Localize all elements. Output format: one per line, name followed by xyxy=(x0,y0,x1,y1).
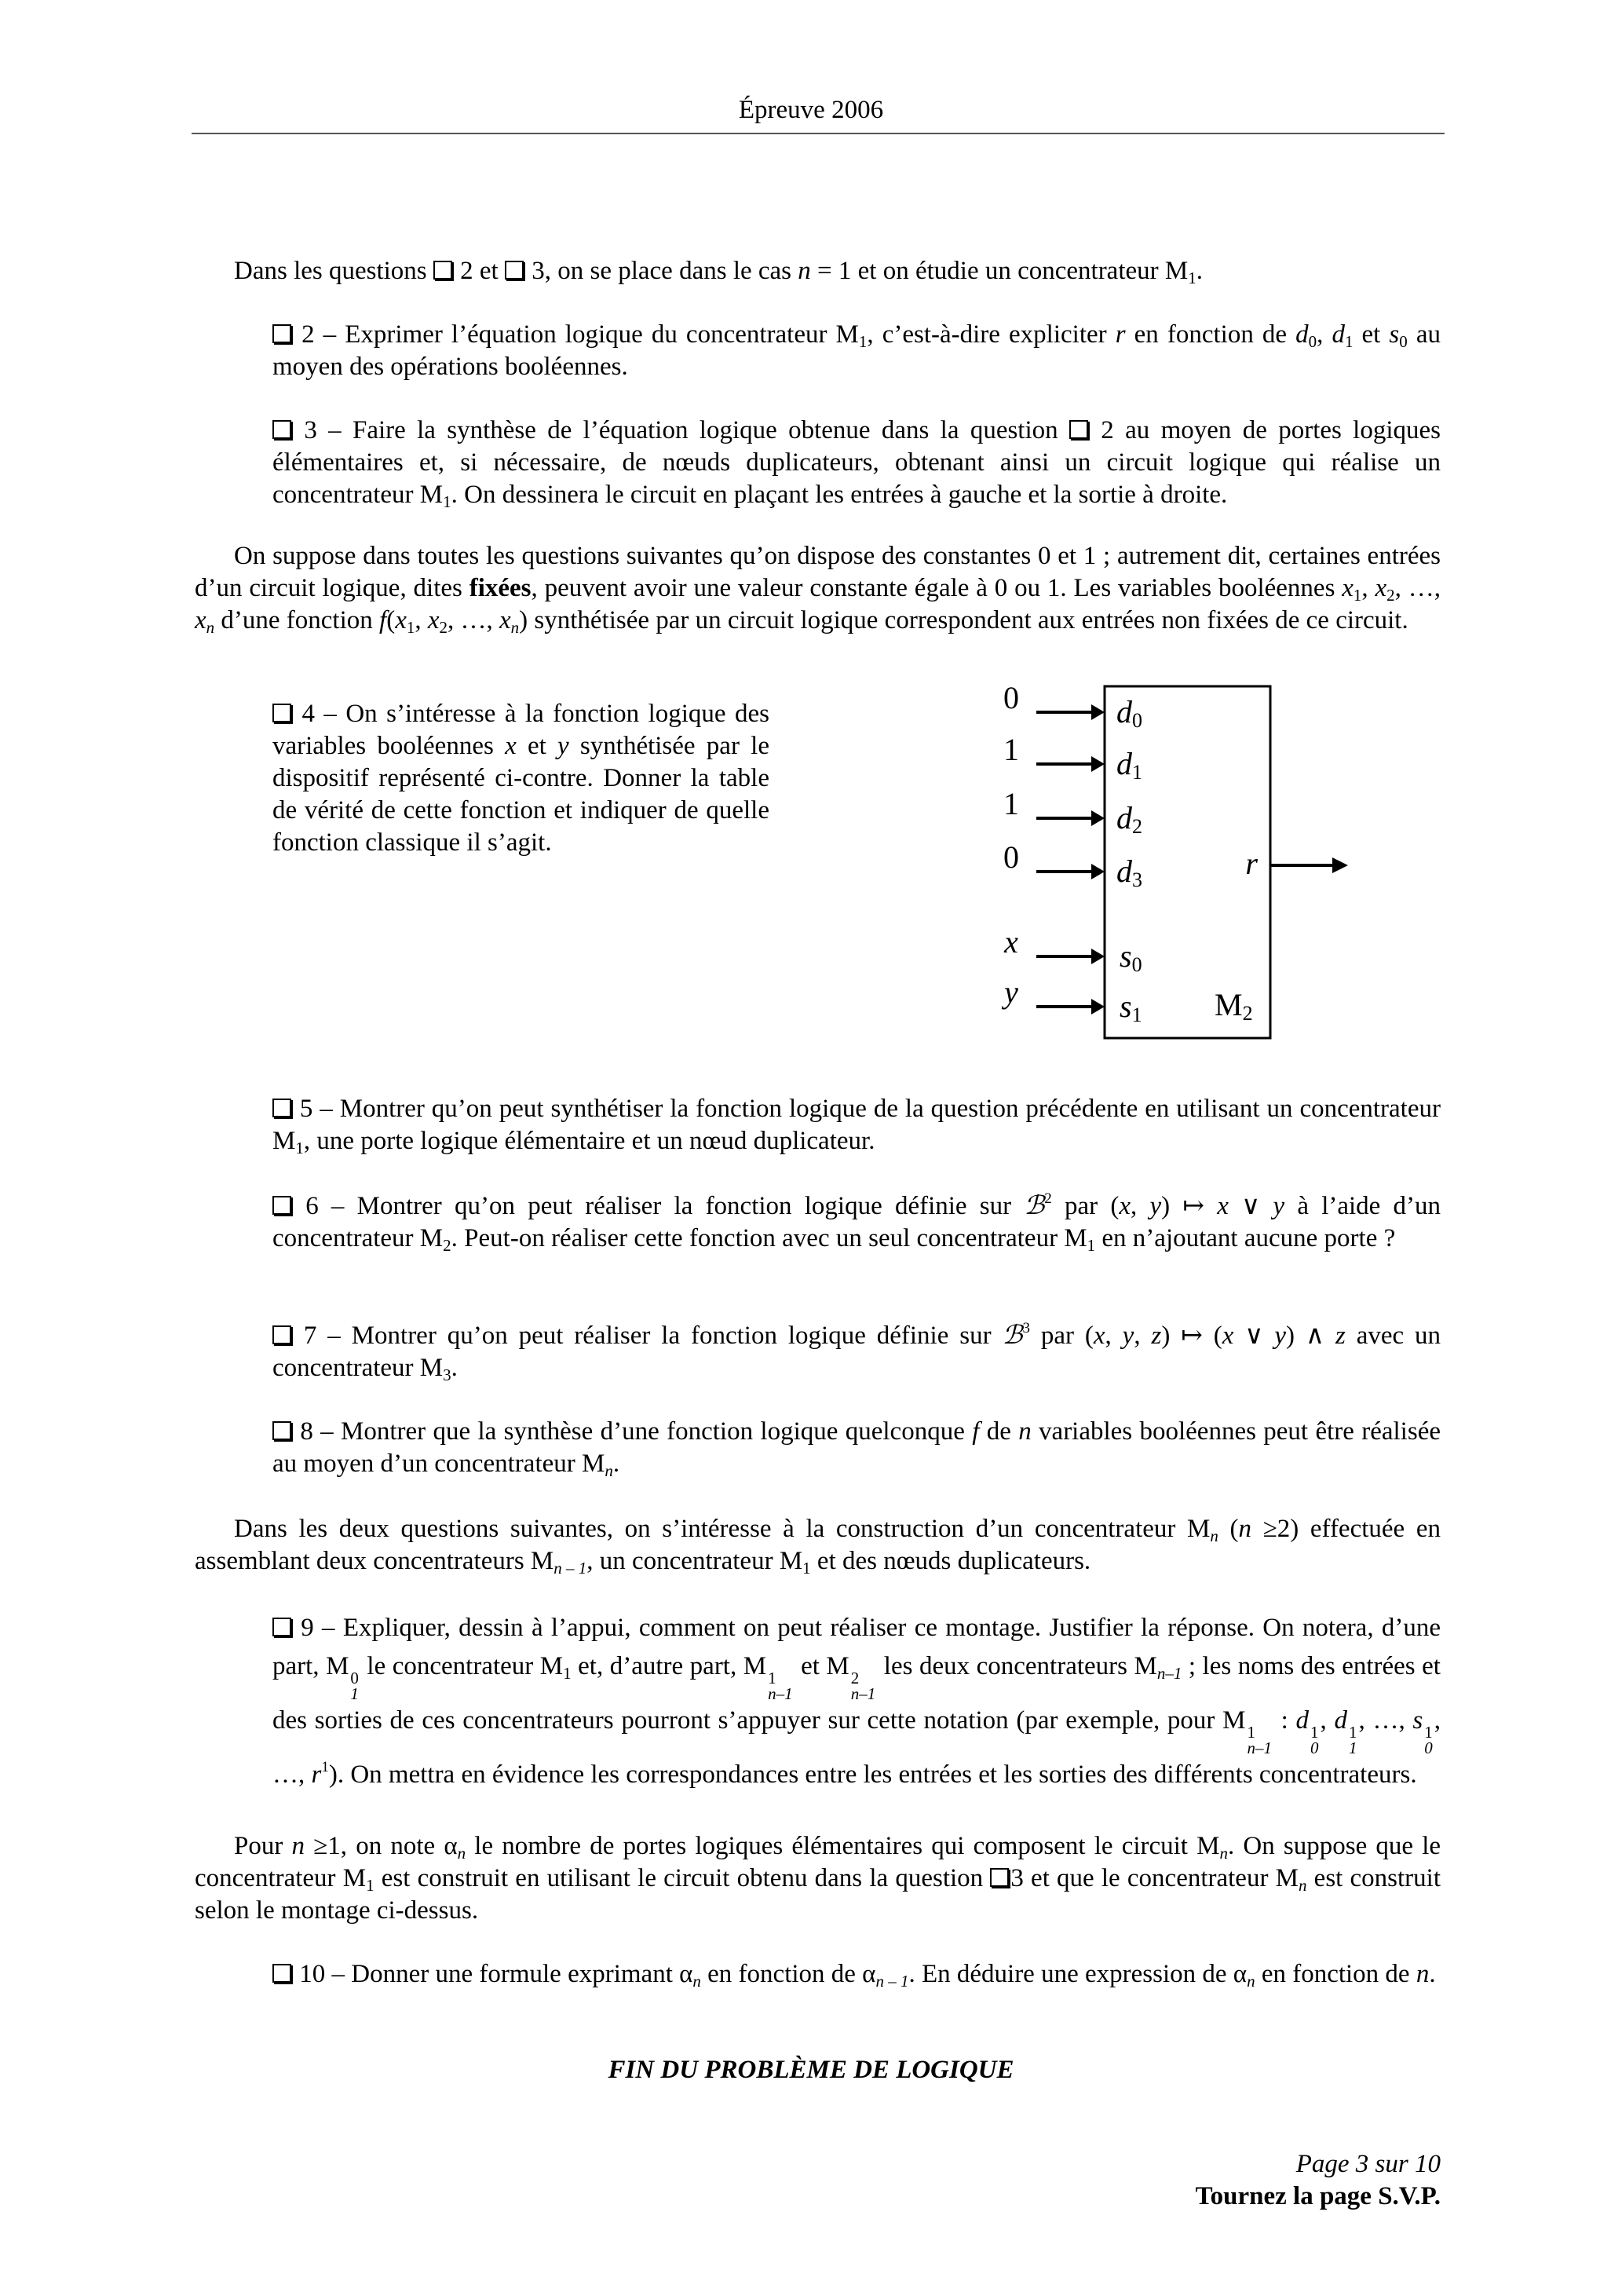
question-5 xyxy=(272,1093,1441,1157)
subscript: 1 xyxy=(295,1139,304,1157)
math-variable: y xyxy=(557,732,569,760)
subscript: 2 xyxy=(443,1236,451,1255)
math-variable: x xyxy=(195,606,206,634)
checkbox-icon xyxy=(272,1099,291,1117)
subscript: n–1 xyxy=(850,1684,876,1703)
subscript: 0 xyxy=(1399,332,1408,351)
superscript: 1 xyxy=(1247,1723,1255,1742)
question-6 xyxy=(272,1190,1441,1255)
math-variable: d xyxy=(1334,1706,1347,1735)
text-run: est construit selon le montage ci-dessus. xyxy=(195,1864,1441,1925)
text-run: ) ∧ xyxy=(1286,1322,1335,1350)
text-run: synthétisée par le dispositif représenté ci-contre. Donner la table de vérité de cette fonction et indiquer de quelle fonction classique il s’agit. xyxy=(272,732,769,857)
math-variable: y xyxy=(1274,1322,1287,1350)
pin-label: d2 xyxy=(1116,800,1142,838)
subscript: 1 xyxy=(1349,1738,1357,1757)
math-variable: s xyxy=(1412,1706,1423,1735)
sup-sub-index xyxy=(1349,1724,1357,1756)
arrow-head-icon xyxy=(1091,810,1105,826)
text-run: par ( xyxy=(1029,1322,1094,1350)
math-variable: n xyxy=(1416,1960,1430,1988)
assembly-paragraph xyxy=(195,1513,1441,1578)
input-value: x xyxy=(1004,924,1018,960)
math-variable: x xyxy=(505,732,517,760)
math-variable: x xyxy=(499,606,511,634)
checkbox-icon xyxy=(272,324,291,343)
subscript: 1 xyxy=(1344,332,1353,351)
subscript: n xyxy=(457,1844,466,1863)
math-variable: r xyxy=(1115,320,1126,349)
subscript: 1 xyxy=(1087,1236,1096,1255)
subscript: n – 1 xyxy=(875,1972,909,1991)
sup-sub-index xyxy=(350,1670,359,1702)
text-run: à l’aide d’un concentrateur M xyxy=(272,1192,1441,1252)
subscript: 0 xyxy=(1424,1738,1433,1757)
math-variable: d xyxy=(1295,320,1309,349)
checkbox-icon xyxy=(272,1325,291,1344)
subscript: n–1 xyxy=(1156,1664,1182,1683)
subscript: 1 xyxy=(366,1876,374,1895)
superscript: 3 xyxy=(1022,1320,1030,1336)
sup-sub-index xyxy=(768,1670,793,1702)
text-run: ) ↦ ( xyxy=(1161,1322,1222,1350)
question-7 xyxy=(272,1320,1441,1384)
input-value: y xyxy=(1004,974,1018,1010)
math-variable: d xyxy=(1295,1706,1310,1735)
math-variable: y xyxy=(1122,1322,1134,1350)
math-variable: x xyxy=(1119,1192,1131,1220)
checkbox-icon xyxy=(272,420,291,439)
alpha-paragraph xyxy=(195,1830,1441,1927)
input-value: 1 xyxy=(1003,732,1019,767)
text-run: 6 – Montrer qu’on peut réaliser la fonction logique définie sur xyxy=(293,1192,1025,1220)
input-value: 0 xyxy=(1003,839,1019,875)
text-run: , xyxy=(1320,1706,1335,1735)
subscript: n xyxy=(1247,1972,1255,1991)
math-variable: x xyxy=(1375,574,1387,602)
text-run: ∨ xyxy=(1228,1192,1273,1220)
text-run: en fonction de xyxy=(1255,1960,1416,1988)
text-run: 3 – Faire la synthèse de l’équation logique obtenue dans la question xyxy=(293,416,1069,444)
text-run: Dans les deux questions suivantes, on s’intéresse à la construction d’un concentrateur M xyxy=(234,1515,1211,1543)
superscript: 2 xyxy=(850,1669,860,1687)
subscript: n xyxy=(1210,1526,1218,1545)
text-run: 10 – Donner une formule exprimant α xyxy=(293,1960,693,1988)
text-run: 3 et que le concentrateur M xyxy=(1010,1864,1299,1892)
subscript: n xyxy=(692,1972,701,1991)
superscript: 1 xyxy=(1349,1723,1357,1742)
text-run: de xyxy=(979,1417,1019,1446)
subscript: 1 xyxy=(1353,586,1362,605)
math-variable: z xyxy=(1335,1322,1346,1350)
text-run: . xyxy=(612,1450,620,1478)
text-run: ; les noms des entrées et des sorties de ces concentrateurs pourront s’appuyer sur cette notation (par exemple, pour M xyxy=(272,1652,1441,1735)
text-run: en fonction de α xyxy=(700,1960,876,1988)
subscript: 1 xyxy=(1188,269,1196,287)
arrow-head-icon xyxy=(1091,704,1105,720)
question-4 xyxy=(272,698,769,859)
math-variable: x xyxy=(427,606,440,634)
subscript: n xyxy=(605,1461,613,1480)
pin-label: d0 xyxy=(1116,694,1142,732)
text-run: , un concentrateur M xyxy=(586,1547,803,1575)
pin-index: 1 xyxy=(1131,1004,1142,1026)
text-run: par ( xyxy=(1051,1192,1120,1220)
arrow-head-icon xyxy=(1332,857,1348,873)
subscript: 1 xyxy=(406,618,415,637)
subscript: 1 xyxy=(443,492,451,511)
math-variable: s xyxy=(1389,320,1400,349)
sup-sub-index xyxy=(1247,1724,1272,1756)
text-run: = 1 et on étudie un concentrateur M xyxy=(810,257,1189,285)
question-3 xyxy=(272,415,1441,511)
math-variable: f xyxy=(379,606,387,634)
output-label: r xyxy=(1245,846,1258,881)
text-run: On suppose dans toutes les questions suivantes qu’on dispose des constantes 0 et 1 ; autrement dit, certaines entrées d’un circuit logique, dites xyxy=(195,542,1441,602)
checkbox-icon xyxy=(1069,420,1088,439)
text-run: Pour xyxy=(234,1832,292,1860)
text-run: , c’est-à-dire expliciter xyxy=(867,320,1116,349)
superscript: 0 xyxy=(350,1669,359,1687)
pin-label: d3 xyxy=(1116,854,1142,891)
text-run: 2 au moyen de portes logiques élémentaires et, si nécessaire, de nœuds duplicateurs, obtenant ainsi un circuit logique qui réalise un concentrateur M xyxy=(272,416,1441,509)
sup-sub-index xyxy=(1310,1724,1319,1756)
subscript: 2 xyxy=(1386,586,1395,605)
text-run: les deux concentrateurs M xyxy=(877,1652,1157,1680)
subscript: n–1 xyxy=(1247,1738,1272,1757)
text-run: et, d’autre part, M xyxy=(571,1652,767,1680)
pin-index: 0 xyxy=(1132,709,1142,732)
text-run: 2 – Exprimer l’équation logique du concentrateur M xyxy=(293,320,859,349)
checkbox-icon xyxy=(272,704,291,722)
pin-label: s0 xyxy=(1120,938,1142,976)
text-run: le concentrateur M xyxy=(360,1652,564,1680)
page-number: Page 3 sur 10 xyxy=(1295,2150,1441,2178)
math-variable: x xyxy=(1342,574,1353,602)
text-run: . xyxy=(1196,257,1203,285)
math-variable: n xyxy=(1018,1417,1032,1446)
end-of-problem: FIN DU PROBLÈME DE LOGIQUE xyxy=(608,2056,1014,2084)
math-variable: f xyxy=(972,1417,980,1446)
math-variable: ℬ xyxy=(1024,1192,1045,1220)
text-run: , xyxy=(1317,320,1332,349)
text-run: ) ↦ xyxy=(1161,1192,1218,1220)
superscript: 1 xyxy=(1424,1723,1433,1742)
text-run: avec un concentrateur M xyxy=(272,1322,1441,1382)
block-index: 2 xyxy=(1242,1002,1253,1025)
math-variable: n xyxy=(291,1832,305,1860)
text-run: , xyxy=(415,606,428,634)
text-run: 7 – Montrer qu’on peut réaliser la fonction logique définie sur xyxy=(293,1322,1003,1350)
text-run: . Peut-on réaliser cette fonction avec un seul concentrateur M xyxy=(451,1224,1087,1252)
math-variable: n xyxy=(798,257,811,285)
subscript: 0 xyxy=(1308,332,1317,351)
subscript: 0 xyxy=(1310,1738,1319,1757)
subscript: n xyxy=(1298,1876,1307,1895)
text-run: 9 – Expliquer, dessin à l’appui, comment on peut réaliser ce montage. Justifier la réponse. On notera, d’une part, M xyxy=(272,1614,1441,1680)
text-run: en fonction de xyxy=(1125,320,1296,349)
text-run: . On suppose que le concentrateur M xyxy=(195,1832,1441,1892)
text-run: , peuvent avoir une valeur constante égale à 0 ou 1. Les variables booléennes xyxy=(531,574,1343,602)
text-run: ≥2) effectuée en assemblant deux concentrateurs M xyxy=(195,1515,1441,1575)
text-run: et M xyxy=(794,1652,849,1680)
constants-paragraph xyxy=(195,540,1441,637)
pin-index: 2 xyxy=(1132,815,1142,838)
text-run: et des nœuds duplicateurs. xyxy=(810,1547,1091,1575)
sup-sub-index xyxy=(851,1670,876,1702)
text-run: est construit en utilisant le circuit obtenu dans la question xyxy=(374,1864,991,1892)
page-header: Épreuve 2006 xyxy=(738,96,884,124)
pin-index: 3 xyxy=(1132,868,1142,891)
superscript: 1 xyxy=(1310,1723,1319,1742)
math-variable: ℬ xyxy=(1002,1322,1023,1350)
pin-label: s1 xyxy=(1120,989,1142,1026)
text-run: , …, xyxy=(1358,1706,1413,1735)
turn-page-note: Tournez la page S.V.P. xyxy=(1195,2182,1441,2210)
pin-index: 1 xyxy=(1132,761,1142,784)
pin-index: 0 xyxy=(1131,953,1142,976)
text-run: : xyxy=(1273,1706,1296,1735)
arrow-head-icon xyxy=(1091,999,1105,1015)
math-variable: x xyxy=(1222,1322,1234,1350)
text-run: , …, xyxy=(272,1706,1441,1789)
subscript: n xyxy=(510,618,520,637)
subscript: n–1 xyxy=(768,1684,793,1703)
text-run: ). On mettra en évidence les correspondances entre les entrées et les sorties des différents concentrateurs. xyxy=(328,1760,1417,1789)
text-run: 3, on se place dans le cas xyxy=(524,257,798,285)
math-variable: z xyxy=(1151,1322,1162,1350)
text-run: au moyen des opérations booléennes. xyxy=(272,320,1441,381)
math-variable: r xyxy=(311,1760,322,1789)
subscript: 3 xyxy=(443,1366,451,1384)
text-run: , xyxy=(1105,1322,1123,1350)
question-8 xyxy=(272,1416,1441,1480)
text-run: 2 et xyxy=(453,257,505,285)
subscript: 1 xyxy=(858,332,868,351)
text-run: . On dessinera le circuit en plaçant les entrées à gauche et la sortie à droite. xyxy=(451,481,1228,509)
input-value: 0 xyxy=(1003,680,1019,715)
text-run: ( xyxy=(1218,1515,1239,1543)
intro-paragraph xyxy=(195,255,1441,287)
subscript: 1 xyxy=(350,1684,359,1703)
checkbox-icon xyxy=(272,1964,291,1983)
text-run: en n’ajoutant aucune porte ? xyxy=(1095,1224,1396,1252)
text-run: ≥1, on note α xyxy=(305,1832,458,1860)
subscript: n xyxy=(206,618,215,637)
header-rule xyxy=(192,133,1445,134)
text-run: , une porte logique élémentaire et un nœud duplicateur. xyxy=(303,1127,875,1155)
subscript: 1 xyxy=(802,1559,811,1578)
text-run: , xyxy=(1134,1322,1152,1350)
concentrator-m2-diagram xyxy=(974,675,1397,1052)
arrow-head-icon xyxy=(1091,949,1105,964)
arrow-head-icon xyxy=(1091,756,1105,772)
superscript: 1 xyxy=(768,1669,776,1687)
checkbox-icon xyxy=(433,261,452,280)
text-run: Dans les questions xyxy=(234,257,433,285)
text-run: , …, xyxy=(448,606,499,634)
text-run: d’une fonction xyxy=(214,606,380,634)
math-variable: x xyxy=(395,606,407,634)
subscript: 1 xyxy=(563,1664,572,1683)
text-run: ) synthétisée par un circuit logique correspondent aux entrées non fixées de ce circuit. xyxy=(519,606,1408,634)
checkbox-icon xyxy=(272,1196,291,1215)
text-run: et xyxy=(1353,320,1390,349)
subscript: n xyxy=(1219,1844,1228,1863)
checkbox-icon xyxy=(505,261,524,280)
math-variable: y xyxy=(1149,1192,1162,1220)
text-run: . xyxy=(451,1354,458,1382)
block-name: M2 xyxy=(1215,987,1253,1025)
text-run: et xyxy=(516,732,558,760)
text-run: ( xyxy=(386,606,396,634)
superscript: 1 xyxy=(321,1759,329,1775)
text-run: variables booléennes peut être réalisée au moyen d’un concentrateur M xyxy=(272,1417,1441,1478)
text-run: 5 – Montrer qu’on peut synthétiser la fonction logique de la question précédente en utilisant un concentrateur M xyxy=(272,1095,1441,1155)
text-run: , …, xyxy=(1394,574,1441,602)
subscript: n – 1 xyxy=(553,1559,587,1578)
text-run: . xyxy=(1429,1960,1436,1988)
checkbox-icon xyxy=(272,1618,291,1636)
math-variable: x xyxy=(1217,1192,1229,1220)
pin-label: d1 xyxy=(1116,746,1142,784)
superscript: 2 xyxy=(1044,1190,1052,1207)
subscript: 2 xyxy=(439,618,448,637)
arrow-head-icon xyxy=(1091,864,1105,879)
math-variable: n xyxy=(1238,1515,1252,1543)
text-run: 8 – Montrer que la synthèse d’une fonction logique quelconque xyxy=(293,1417,973,1446)
input-value: 1 xyxy=(1003,786,1019,821)
checkbox-icon xyxy=(990,1868,1009,1887)
math-variable: d xyxy=(1332,320,1345,349)
question-2 xyxy=(272,319,1441,383)
sup-sub-index xyxy=(1424,1724,1433,1756)
text-run: le nombre de portes logiques élémentaires qui composent le circuit M xyxy=(466,1832,1220,1860)
question-9 xyxy=(272,1609,1441,1794)
text-run: 4 – On s’intéresse à la fonction logique des variables booléennes xyxy=(272,700,769,760)
checkbox-icon xyxy=(272,1421,291,1440)
text-run: , xyxy=(1131,1192,1150,1220)
question-10 xyxy=(195,1958,1441,1991)
bold-term: fixées xyxy=(469,574,532,602)
math-variable: x xyxy=(1093,1322,1105,1350)
text-run: . En déduire une expression de α xyxy=(908,1960,1248,1988)
text-run: , xyxy=(1361,574,1375,602)
text-run: ∨ xyxy=(1233,1322,1275,1350)
math-variable: y xyxy=(1273,1192,1285,1220)
